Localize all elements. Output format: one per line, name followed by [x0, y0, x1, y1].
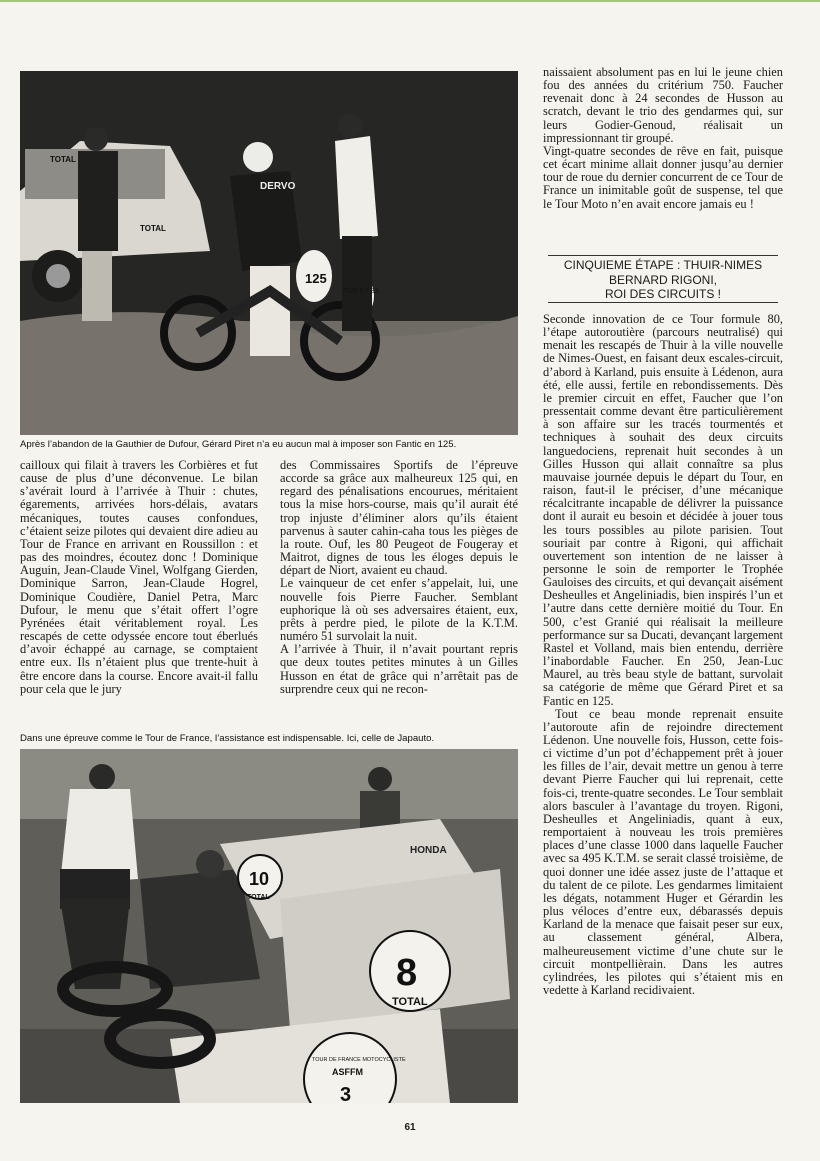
photo-top — [20, 71, 518, 435]
photo-top-decal-total-2: TOTAL — [140, 224, 166, 233]
photo-top-decal-total: TOTAL — [50, 155, 76, 164]
section-heading-line3: ROI DES CIRCUITS ! — [604, 287, 721, 301]
section-heading-line1: CINQUIEME ÉTAPE : THUIR-NIMES — [563, 258, 763, 272]
article-col-right-top-p2: Vingt-quatre secondes de rêve en fait, puisque cet écart minime allait donner jusqu’au dernier tour de roue du dernier concurrent de ce Tour de France un inimitable goût de suspense, tel que le Tour Moto n’en avait encore jamais eu ! — [543, 143, 783, 211]
article-col-right-p1: Seconde innovation de ce Tour formule 80, l’étape autoroutière (parcours neutralisé) qui menait les rescapés de Thuir à la ville nouvelle de Nimes-Ouest, en faisant deux escales-circuit, d’abord à Karland, puis ensuite à Lédenon, aura été, elle aussi, fertile en rebondissements. Dès le premier circuit en effet, Faucher que l’on pressentait comme devant être particulièrement à son affaire sur les tracés tourmentés et techniques à souhait des deux circuits languedociens, reprenait huit secondes à un Gilles Husson qui allait connaître sa plus mauvaise journée depuis le départ du Tour, en raison, faut-il le préciser, d’une mécanique récalcitrante incapable de délivrer la puissance dont il aurait eu besoin et décidée à jouer tous les tours possibles au pilote parisien. Tout souriait par contre à Rigoni, qui affichait ouvertement son intention de ne laisser à personne le soin de remporter le Trophée Gauloises des circuits, et qui devançait aisément Desheulles et Angeliniadis, bien inspirés l’un et l’autre dans cette dernière moitié du Tour. En 500, c’est Granié qui réalisait la meilleure performance sur sa Ducati, devançant largement Rastel et Volland, mais bien entendu, derrière l’inabordable Faucher. En 250, Jean-Luc Maurel, au très beau style de battant, survolait sa catégorie de même que Gérard Piret et sa Fantic en 125. — [543, 313, 783, 708]
article-col-right-p2: Tout ce beau monde reprenait ensuite l’autoroute afin de rejoindre directement Lédenon. Une nouvelle fois, Husson, cette fois-ci victime d’un pot d’échappement prêt à jouer les filles de l’air, devait mettre un genou à terre devant Pierre Faucher qui lui reprenait, cette fois-ci, trente-quatre secondes. Le Tour semblait alors basculer à l’avantage du troyen. Rigoni, Desheulles et Angeliniadis, quant à eux, remportaient à nouveau les trois premières places d’une classe 1000 dans laquelle Faucher avec sa 495 K.T.M. se serait classé troisième, de quoi donner une idée assez juste de l’attaque et du talent de ce pilote. Les gendarmes limitaient les dégats, notamment Huger et Gérardin les plus véloces d’entre eux, débarassés depuis Karland de la menace que faisait peser sur eux, au classement général, Albera, malheureusement victime d’une chute sur le circuit montpellièrain. Dans les autres cylindrées, les pilotes qui s’étaient mis en vedette à Karland recidivaient. — [543, 706, 783, 997]
photo-bottom-decal-total: TOTAL — [247, 894, 270, 901]
photo-bottom-decal-8: 8 — [396, 952, 418, 994]
page-number: 61 — [404, 1122, 416, 1133]
photo-top-decal-plate: 7520 EY 83 — [342, 288, 379, 295]
page-top-rule — [0, 0, 820, 2]
photo-bottom-decal-tdf: TOUR DE FRANCE MOTOCYCLISTE — [312, 1057, 406, 1063]
photo-top-caption: Après l’abandon de la Gauthier de Dufour, Gérard Piret n’a eu aucun mal à imposer son Fantic en 125. — [20, 439, 457, 450]
article-col-left — [20, 459, 258, 723]
photo-top-decal-dervo: DERVO — [260, 181, 296, 192]
section-heading — [548, 255, 778, 303]
photo-bottom-decal-total-2: TOTAL — [392, 996, 428, 1008]
photo-bottom-decal-10: 10 — [249, 869, 270, 889]
photo-bottom — [20, 749, 518, 1103]
article-col-left-text: cailloux qui filait à travers les Corbières et fut cause de plus d’une déconvenue. Le bilan s’avérait lourd à l’arrivée à Thuir : chutes, égarements, arrivées hors-délais, avatars mécaniques, toutes causes confondues, c’étaient seize pilotes qui devaient dire adieu au Tour de France en arrivant en Roussillon : et pas des moindres, écoutez donc ! Dominique Auguin, Jean-Claude Vinel, Wolfgang Gierden, Dominique Sarron, Jean-Claude Hogrel, Dominique Coudière, Daniel Petra, Marc Dufour, le menu que s’était offert l’ogre Pyrénées était véritablement royal. Les rescapés de cette odyssée encore tout éberlués d’avoir échappé au carnage, se comptaient entre eux. Ils n’étaient plus que trente-huit à être encore dans la course. Encore avait-il fallu pour cela que le jury — [20, 459, 258, 696]
photo-bottom-decal-3: 3 — [340, 1084, 352, 1103]
article-col-middle-p1: des Commissaires Sportifs de l’épreuve accorde sa grâce aux malheureux 125 qui, en regard des pénalisations encourues, méritaient tous la mise hors-course, mais qu’il aurait été trop injuste d’éliminer alors qu’ils étaient parvenus à sauter cahin-caha tous les pièges de la route. Ouf, les 80 Peugeot de Fougeray et Maitrot, dignes de tous les éloges depuis le départ de Niort, avaient eu chaud. — [280, 459, 518, 578]
section-heading-line2: BERNARD RIGONI, — [608, 272, 717, 287]
photo-bottom-caption: Dans une épreuve comme le Tour de France, l’assistance est indispensable. Ici, celle de Japauto. — [20, 733, 435, 744]
photo-bottom-decal-asffm: ASFFM — [332, 1067, 363, 1077]
article-col-right — [543, 313, 783, 1111]
article-col-middle-p2: Le vainqueur de cet enfer s’appelait, lui, une nouvelle fois Pierre Faucher. Semblant euphorique là où ses adversaires étaient, eux, prêts à perdre pied, le pilote de la K.T.M. numéro 51 survolait la nuit. — [280, 576, 518, 644]
article-col-middle-p3: A l’arrivée à Thuir, il n’avait pourtant repris que deux toutes petites minutes à un Gilles Husson en état de grâce qui n’arrêtait pas de surprendre ceux qui ne recon- — [280, 642, 518, 696]
article-col-middle — [280, 459, 518, 723]
article-col-right-top — [543, 66, 783, 250]
photo-top-decal-125: 125 — [305, 271, 327, 286]
article-col-right-top-p1: naissaient absolument pas en lui le jeune chien fou des années du critérium 750. Faucher revenait donc à 24 secondes de Husson au scratch, devant le trio des gendarmes qui, sur leurs Godier-Genoud, réalisait un impressionnant tir groupé. — [543, 66, 783, 145]
photo-bottom-decal-honda: HONDA — [410, 845, 447, 856]
